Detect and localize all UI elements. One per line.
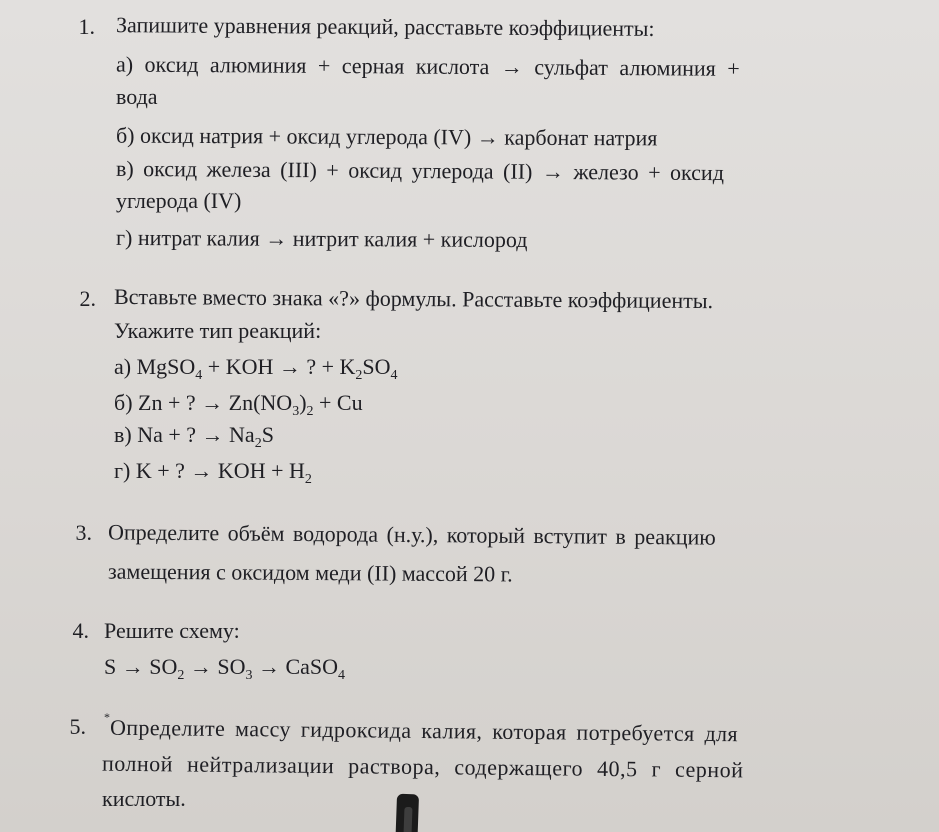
task-3-number: 3. — [75, 520, 92, 545]
task-1-item-b: б) оксид натрия + оксид углерода (IV) → карбонат натрия — [115, 122, 658, 151]
task-2-number: 2. — [79, 286, 96, 311]
task-1-item-v: в) оксид железа (III) + оксид углерода (II) → железо + оксид — [115, 155, 725, 186]
task-4-title: Решите схему: — [104, 618, 240, 643]
task-3-line-1: Определите объём водорода (н.у.), который вступит в реакцию — [107, 519, 716, 550]
task-3-line-2: замещения с оксидом меди (II) массой 20 г. — [107, 558, 513, 587]
task-1-number: 1. — [78, 14, 95, 39]
task-4-scheme: $S \to SO_2 \to SO_3$ → CaSO$_4$ — [104, 654, 346, 683]
task-2-title: Вставьте вместо знака «?» формулы. Расставьте коэффициенты. — [113, 283, 714, 314]
task-5-line-2: полной нейтрализации раствора, содержащего 40,5 г серной — [101, 750, 744, 783]
task-2-subtitle: Укажите тип реакций: — [114, 318, 322, 343]
task-2-item-g: г) K + ? → KOH + $H_2$ — [114, 458, 312, 487]
task-5-line-1: Определите массу гидроксида калия, которая потребуется для — [109, 714, 739, 747]
task-2-item-v: в) Na + ? → $Na_2S$ — [114, 422, 274, 451]
task-1-item-a: а) оксид алюминия + серная кислота → сульфат алюминия + — [115, 51, 740, 81]
task-1-item-a-cont: вода — [116, 84, 158, 109]
task-5-number: 5. — [69, 714, 86, 739]
task-1-item-v-cont: углерода (IV) — [116, 188, 242, 213]
task-4-number: 4. — [72, 618, 89, 643]
task-2-item-b: б) Zn + ? → $Zn(NO_3)_2 + Cu$ — [114, 390, 363, 419]
task-2-item-a: а) MgSO$_4$ + KOH → ? + $K_2SO_4$ — [114, 354, 398, 383]
task-1-item-g: г) нитрат калия → нитрит калия + кислород — [115, 224, 528, 253]
task-5-star: * — [104, 710, 110, 724]
pencil-highlight — [404, 807, 413, 832]
task-5-line-3: кислоты. — [102, 786, 186, 811]
task-1-title: Запишите уравнения реакций, расставьте коэффициенты: — [115, 12, 655, 41]
